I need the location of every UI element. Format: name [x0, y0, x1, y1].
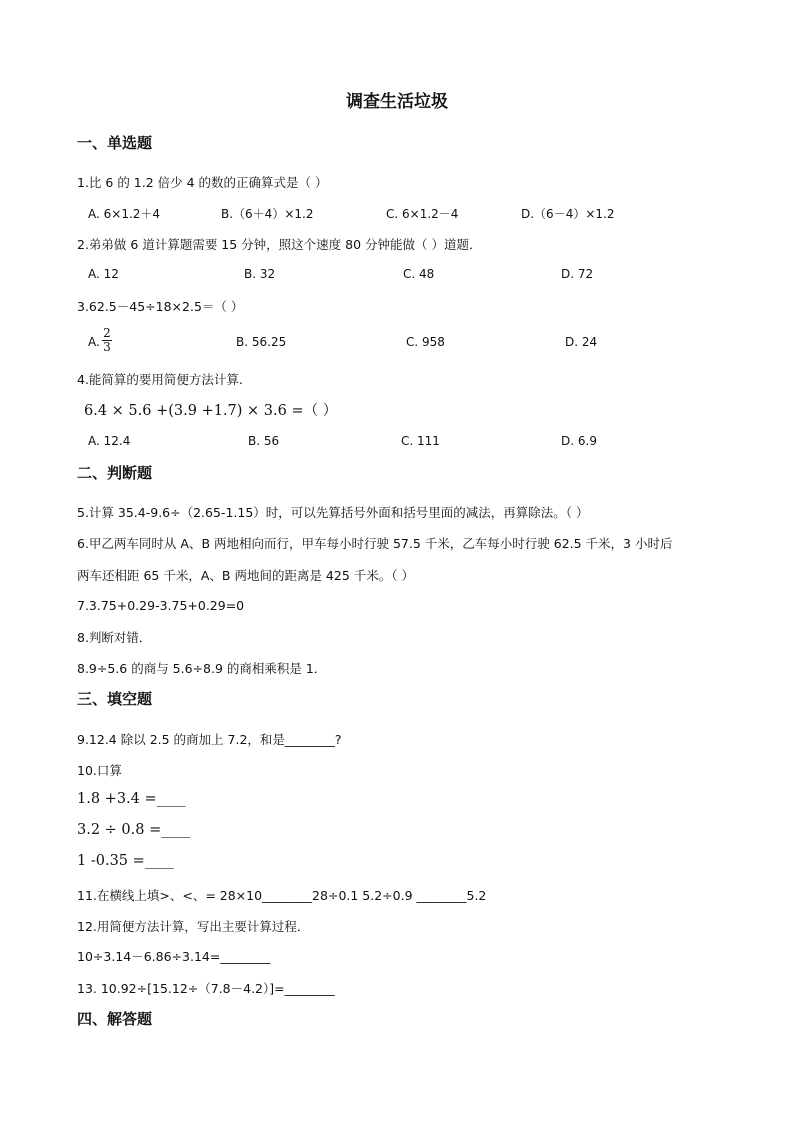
fraction-numerator: 2 — [103, 326, 111, 340]
q10-line-1: 1.8 +3.4 =____ — [77, 791, 186, 807]
q4-expression: 6.4 × 5.6 +(3.9 +1.7) × 3.6 =（ ） — [84, 403, 338, 419]
question-6-line-2: 两车还相距 65 千米，A、B 两地间的距离是 425 千米。（ ） — [77, 568, 414, 583]
question-7: 7.3.75+0.29-3.75+0.29=0 — [77, 598, 245, 613]
question-10: 10.口算 — [77, 763, 122, 778]
q4-option-d: D. 6.9 — [561, 434, 597, 448]
question-12: 12.用简便方法计算，写出主要计算过程． — [77, 919, 310, 934]
section-heading-fill-blank: 三、填空题 — [77, 690, 153, 708]
q3-option-d: D. 24 — [565, 335, 598, 349]
q2-option-d: D. 72 — [561, 267, 594, 281]
document-title: 调查生活垃圾 — [346, 92, 448, 112]
q2-option-a: A. 12 — [88, 267, 119, 281]
section-heading-solve: 四、解答题 — [77, 1010, 153, 1028]
question-2: 2.弟弟做 6 道计算题需要 15 分钟，照这个速度 80 分钟能做（ ）道题． — [77, 237, 482, 252]
q4-option-c: C. 111 — [401, 434, 440, 448]
q4-option-a: A. 12.4 — [88, 434, 131, 448]
question-13: 13. 10.92÷[15.12÷（7.8－4.2）]=________ — [77, 981, 335, 996]
question-12-expression: 10÷3.14－6.86÷3.14=________ — [77, 949, 271, 964]
section-heading-true-false: 二、判断题 — [77, 464, 153, 482]
q10-line-2: 3.2 ÷ 0.8 =____ — [77, 822, 191, 838]
question-5: 5.计算 35.4-9.6÷（2.65-1.15）时，可以先算括号外面和括号里面的减法，再算除法。（ ） — [77, 505, 589, 520]
q10-line-3: 1 -0.35 =____ — [77, 853, 174, 869]
q2-option-c: C. 48 — [403, 267, 435, 281]
q3-option-a-label: A. — [88, 335, 100, 349]
question-3: 3.62.5－45÷18×2.5＝（ ） — [77, 299, 244, 314]
fraction-denominator: 3 — [103, 340, 111, 354]
q3-option-c: C. 958 — [406, 335, 445, 349]
q3-option-a-fraction — [102, 327, 112, 354]
question-8-statement: 8.9÷5.6 的商与 5.6÷8.9 的商相乘积是 1． — [77, 661, 327, 676]
q1-option-a: A. 6×1.2＋4 — [88, 207, 161, 221]
question-9: 9.12.4 除以 2.5 的商加上 7.2，和是________? — [77, 732, 342, 747]
section-heading-single-choice: 一、单选题 — [77, 134, 153, 152]
question-6-line-1: 6.甲乙两车同时从 A、B 两地相向而行，甲车每小时行驶 57.5 千米，乙车每小时行驶 62.5 千米，3 小时后 — [77, 536, 673, 551]
question-8: 8.判断对错． — [77, 630, 152, 645]
question-1: 1.比 6 的 1.2 倍少 4 的数的正确算式是（ ） — [77, 175, 328, 190]
q4-option-b: B. 56 — [248, 434, 280, 448]
question-4: 4.能简算的要用简便方法计算. — [77, 372, 243, 387]
q3-option-b: B. 56.25 — [236, 335, 287, 349]
q2-option-b: B. 32 — [244, 267, 276, 281]
q1-option-c: C. 6×1.2－4 — [386, 207, 459, 221]
question-11: 11.在横线上填>、<、= 28×10________28÷0.1 5.2÷0.9 ________5.2 — [77, 888, 487, 903]
q1-option-d: D.（6－4）×1.2 — [521, 207, 615, 221]
q1-option-b: B.（6＋4）×1.2 — [221, 207, 314, 221]
